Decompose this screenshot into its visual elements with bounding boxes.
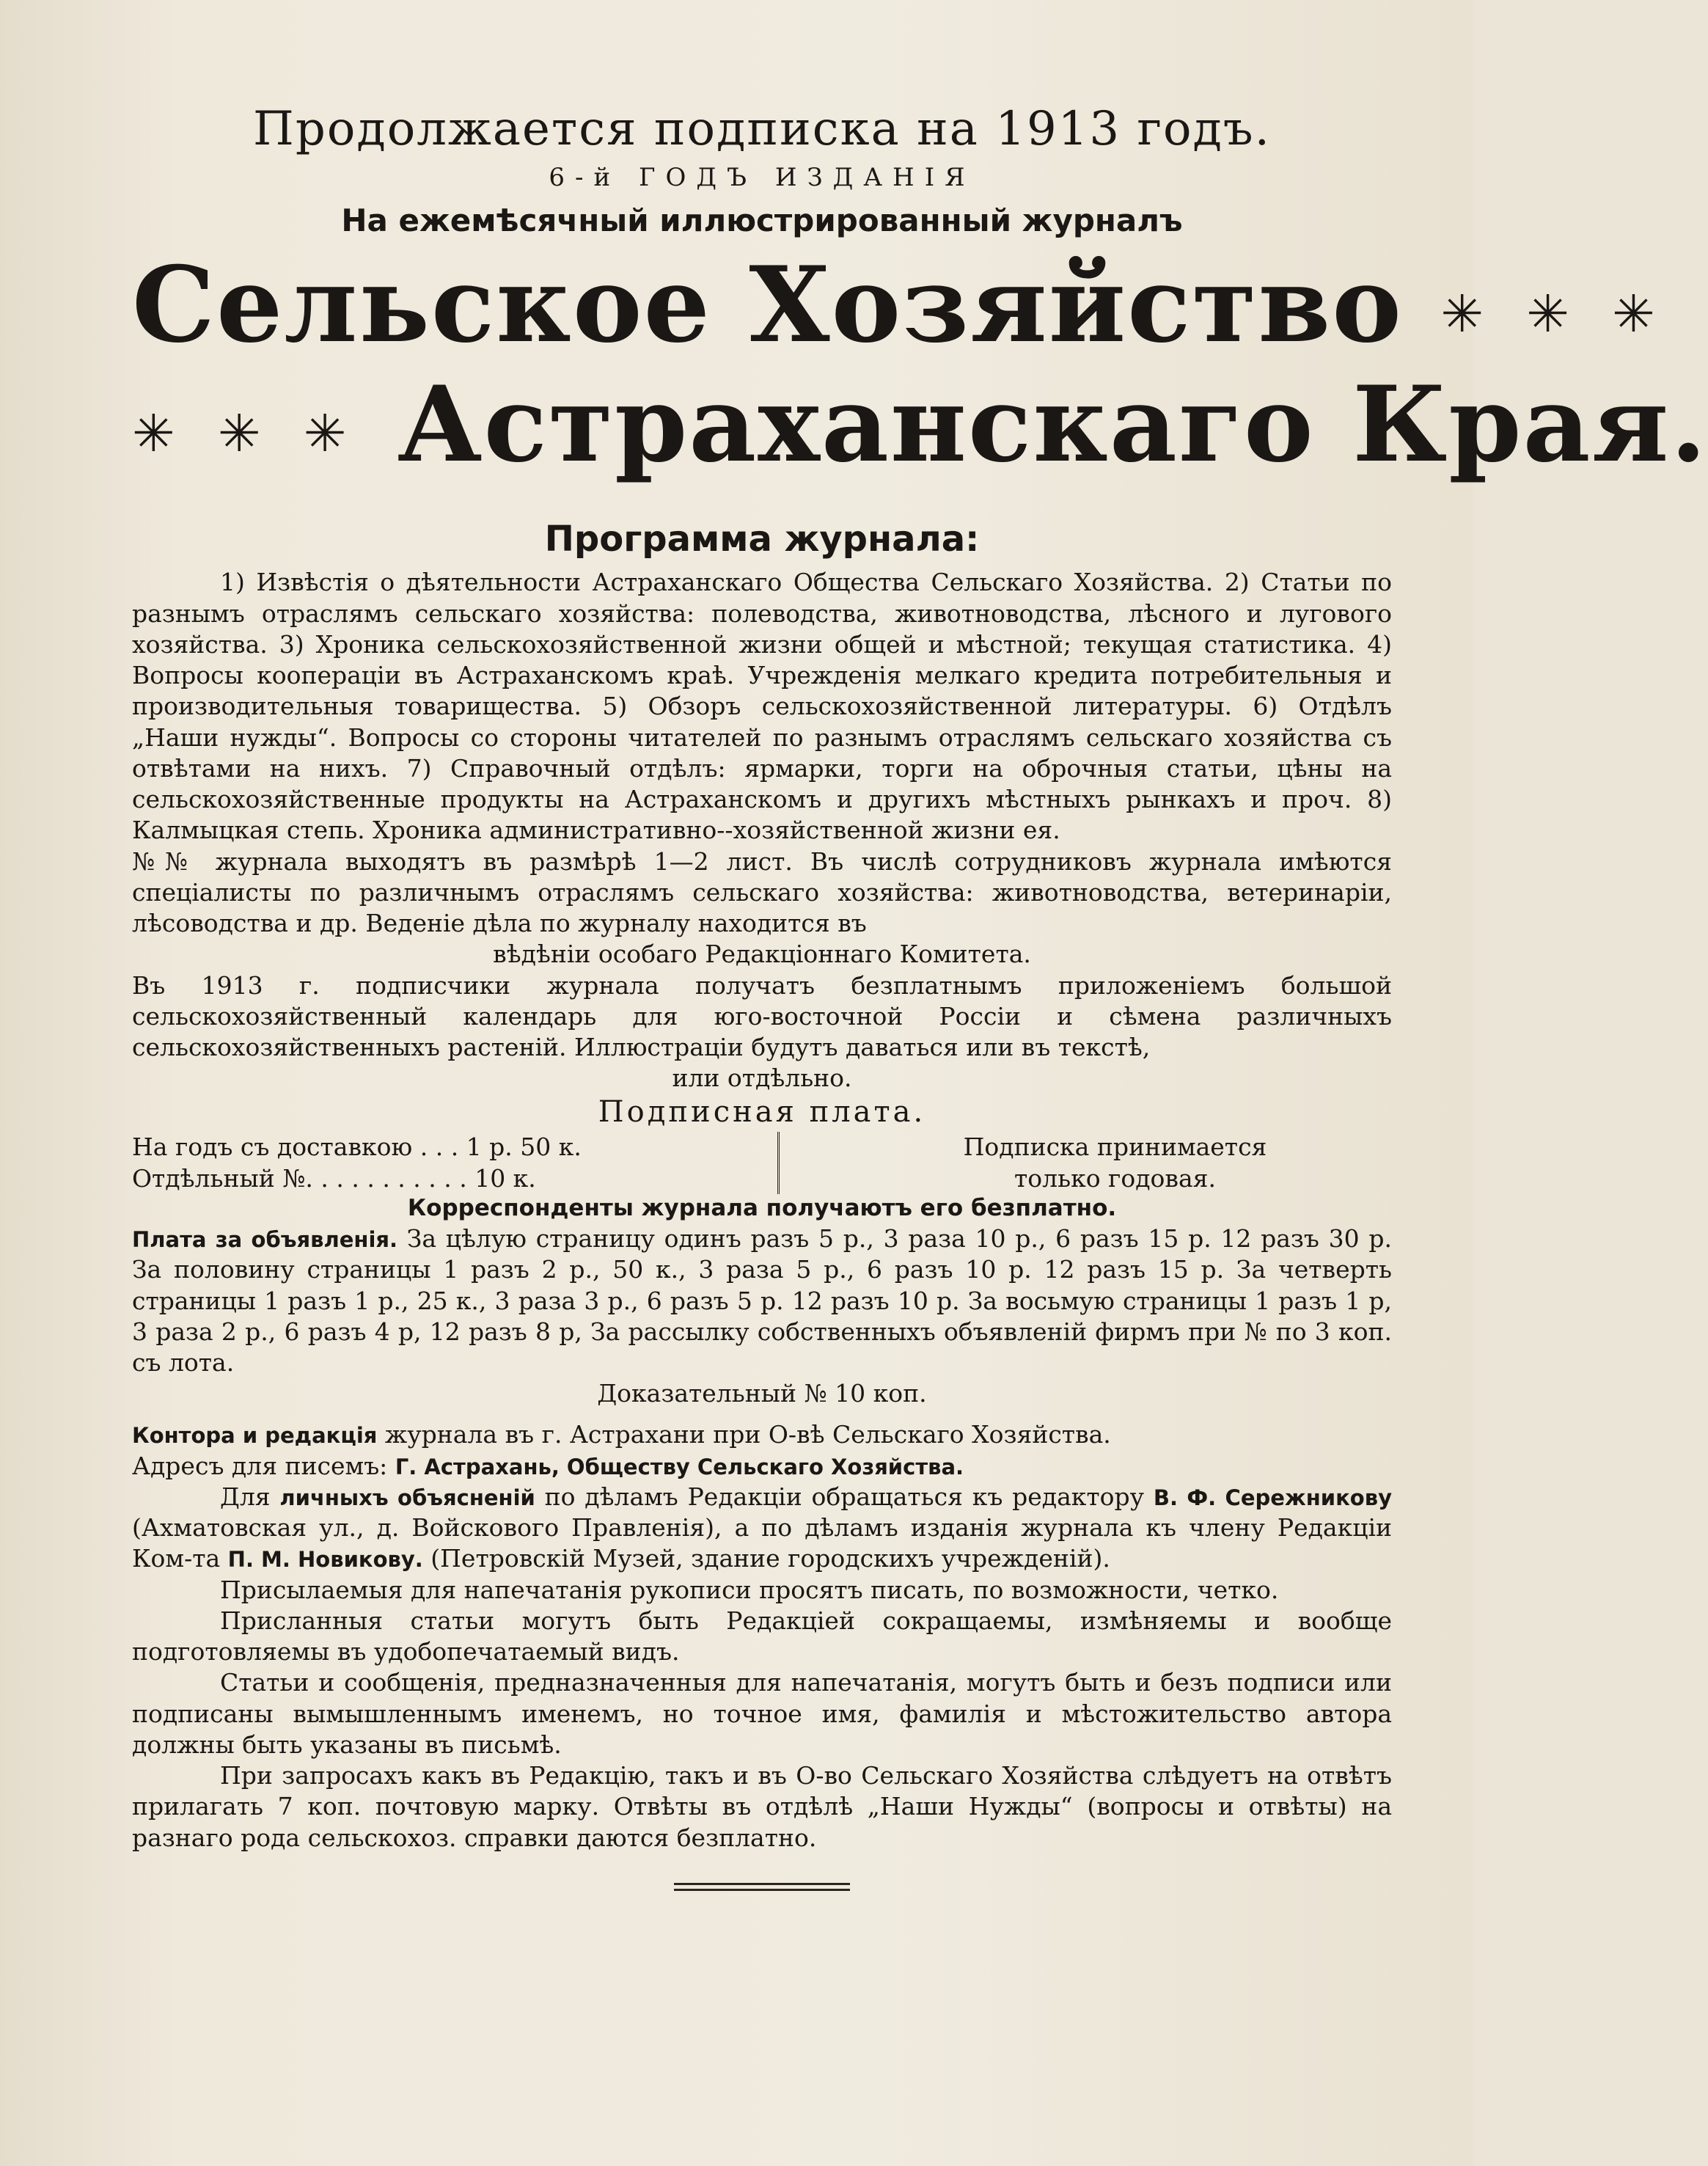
title-text-2: Астраханскаго Края. [397, 364, 1708, 486]
office-paragraph [132, 1419, 1392, 1450]
accept-line-2: только годовая. [1014, 1163, 1216, 1193]
ads-text: За цѣлую страницу одинъ разъ 5 р., 3 раза 10 р., 6 разъ 15 р. 12 разъ 30 р. За половину страницы 1 разъ 2 р., 50 к., 3 раза 5 р., 6 разъ 10 р. 12 разъ 15 р. За четверть страницы 1 разъ 1 р., 25 к., 3 раза 3 р., 6 разъ 5 р. 12 разъ 10 р. За восьмую страницы 1 разъ 1 р, 3 раза 2 р., 6 разъ 4 р, 12 разъ 8 р, За рассылку собственныхъ объявленій фирмъ при № по 3 коп. съ лота. [132, 1224, 1393, 1377]
issues-size-end: вѣдѣніи особаго Редакціоннаго Комитета. [493, 940, 1031, 969]
ads-label: Плата за объявленія. [132, 1227, 398, 1253]
correspondents-note: Корреспонденты журнала получаютъ его безплатно. [407, 1195, 1117, 1222]
title-text-1: Сельское Хозяйство [132, 244, 1403, 367]
calendar-text: Въ 1913 г. подписчики журнала получатъ безплатнымъ приложеніемъ большой сельскохозяйственный календарь для юго-восточной Россіи и сѣмена различныхъ сельскохозяйственныхъ растеній. Иллюстраціи будутъ даваться или въ текстѣ, [132, 970, 1392, 1061]
personal-mid: по дѣламъ Редакціи обращаться къ редактору [544, 1482, 1145, 1511]
title-line-1 [132, 244, 1668, 367]
footer-double-rule [674, 1883, 850, 1891]
pricing-left [132, 1132, 777, 1195]
pricing-right [838, 1132, 1392, 1195]
edits-paragraph: Присланныя статьи могутъ быть Редакціей сокращаемы, измѣняемы и вообще подготовляемы въ удобопечатаемый видъ. [132, 1606, 1392, 1666]
address-paragraph [132, 1451, 1392, 1482]
personal-rest: (Ахматовская ул., д. Войскового Правленія), а по дѣламъ изданія журнала къ члену Редакціи Ком-та [132, 1513, 1392, 1573]
title-line-2 [132, 364, 1708, 486]
address-text: Г. Астрахань, Обществу Сельскаго Хозяйства. [395, 1454, 964, 1479]
personal-prefix: Для [220, 1482, 271, 1511]
personal-label: личныхъ объясненій [279, 1485, 535, 1510]
editor-name: В. Ф. Сережникову [1153, 1485, 1392, 1510]
journal-type-line: На ежемѣсячный иллюстрированный журналъ [341, 202, 1183, 239]
price-year: На годъ съ доставкою . . . 1 р. 50 к. [132, 1132, 582, 1161]
program-text: 1) Извѣстія о дѣятельности Астраханскаго Общества Сельскаго Хозяйства. 2) Статьи по разнымъ отраслямъ сельскаго хозяйства: полеводства, животноводства, лѣсного и лугового хозяйства. 3) Хроника сельскохозяйственной жизни общей и мѣстной; текущая статистика. 4) Вопросы коопераціи въ Астраханскомъ краѣ. Учрежденія мелкаго кредита потребительныя и производительныя товарищества. 5) Обзоръ сельскохозяйственной литературы. 6) Отдѣлъ „Наши нужды“. Вопросы со стороны читателей по разнымъ отраслямъ сельскаго хозяйства съ отвѣтами на нихъ. 7) Справочный отдѣлъ: ярмарки, торги на оброчныя статьи, цѣны на сельскохозяйственные продукты на Астраханскомъ и другихъ мѣстныхъ рынкахъ и проч. 8) Калмыцкая степь. Хроника административно--хозяйственной жизни ея. [132, 568, 1392, 845]
address-label: Адресъ для писемъ: [132, 1451, 388, 1480]
personal-end: (Петровскій Музей, здание городскихъ учрежденій). [430, 1544, 1110, 1573]
office-label: Контора и редакція [132, 1423, 378, 1449]
stars-ornament-right: ✳ ✳ ✳ [1440, 284, 1668, 345]
accept-line-1: Подписка принимается [963, 1132, 1267, 1161]
program-heading: Программа журнала: [544, 519, 980, 560]
price-single: Отдѣльный №. . . . . . . . . . . 10 к. [132, 1163, 536, 1193]
subscription-heading: Продолжается подписка на 1913 годъ. [253, 102, 1271, 156]
program-body [132, 567, 1392, 1853]
pricing-heading: Подписная плата. [598, 1095, 926, 1130]
pricing-divider [777, 1132, 794, 1195]
member-name: П. М. Новикову. [227, 1547, 423, 1573]
pricing-table [132, 1132, 1392, 1195]
personal-paragraph [132, 1482, 1392, 1575]
proof-copy: Доказательный № 10 коп. [597, 1379, 927, 1408]
office-text: журнала въ г. Астрахани при О-вѣ Сельскаго Хозяйства. [384, 1420, 1111, 1449]
ads-paragraph [132, 1223, 1392, 1378]
calendar-end: или отдѣльно. [672, 1064, 852, 1093]
stars-ornament-left: ✳ ✳ ✳ [132, 403, 360, 464]
stamp-paragraph: При запросахъ какъ въ Редакцію, такъ и въ О-во Сельскаго Хозяйства слѣдуетъ на отвѣтъ прилагать 7 коп. почтовую марку. Отвѣты въ отдѣлѣ „Наши Нужды“ (вопросы и отвѣты) на разнаго рода сельскохоз. справки даются безплатно. [132, 1761, 1392, 1852]
manuscripts-paragraph: Присылаемыя для напечатанія рукописи просятъ писать, по возможности, четко. [220, 1575, 1279, 1604]
issues-size-text: №№ журнала выходятъ въ размѣрѣ 1—2 лист. Въ числѣ сотрудниковъ журнала имѣются спеціалисты по различнымъ отраслямъ сельскаго хозяйства: животноводства, ветеринаріи, лѣсоводства и др. Веденіе дѣла по журналу находится въ [132, 846, 1392, 938]
year-of-issue: 6-й ГОДЪ ИЗДАНІЯ [549, 162, 975, 192]
anonymous-paragraph: Статьи и сообщенія, предназначенныя для напечатанія, могутъ быть и безъ подписи или подписаны вымышленнымъ именемъ, но точное имя, фамилія и мѣстожительство автора должны быть указаны въ письмѣ. [132, 1668, 1392, 1759]
